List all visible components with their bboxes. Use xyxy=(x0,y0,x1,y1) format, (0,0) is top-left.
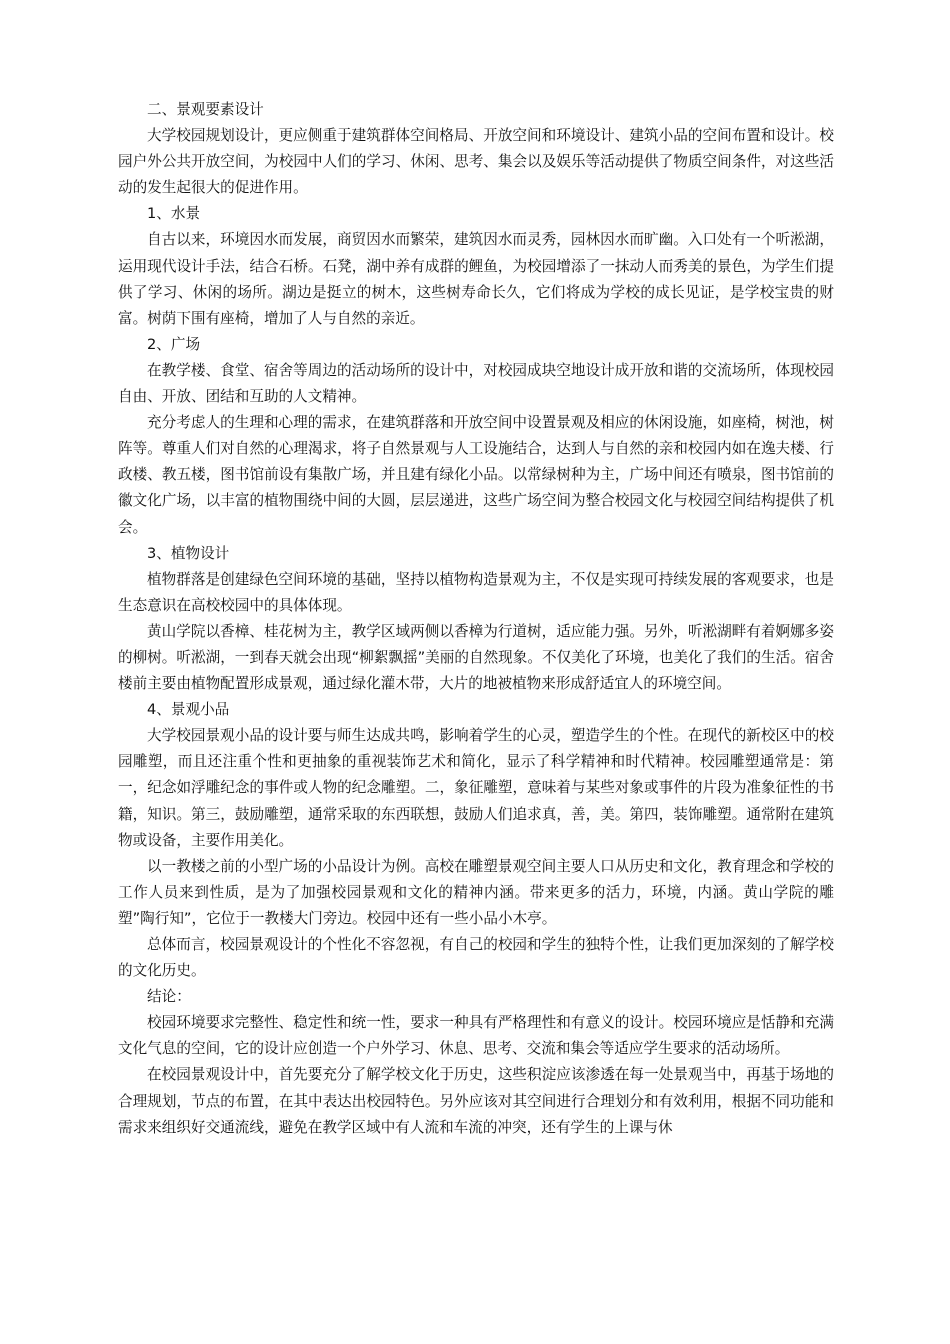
paragraph-features-2: 以一教楼之前的小型广场的小品设计为例。高校在雕塑景观空间主要人口从历史和文化，教育理念和学校的工作人员来到性质，是为了加强校园景观和文化的精神内涵。带来更多的活力，环境，内涵。黄山学院的雕塑”陶行知”，它位于一教楼大门旁边。校园中还有一些小品小木亭。 xyxy=(118,857,834,927)
paragraph-water: 自古以来，环境因水而发展，商贸因水而繁荣，建筑因水而灵秀，园林因水而旷幽。入口处有一个听淞湖，运用现代设计手法，结合石桥。石凳，湖中养有成群的鲤鱼，为校园增添了一抹动人而秀美的景色，为学生们提供了学习、休闲的场所。湖边是挺立的树木，这些树寿命长久，它们将成为学校的成长见证，是学校宝贵的财富。树荫下围有座椅，增加了人与自然的亲近。 xyxy=(118,231,834,327)
subheading-water: 1、水景 xyxy=(147,205,201,223)
paragraph-plaza-2: 充分考虑人的生理和心理的需求，在建筑群落和开放空间中设置景观及相应的休闲设施，如座椅，树池，树阵等。尊重人们对自然的心理渴求，将子自然景观与人工设施结合，达到人与自然的亲和校园内如在逸夫楼、行政楼、教五楼，图书馆前设有集散广场，并且建有绿化小品。以常绿树种为主，广场中间还有喷泉，图书馆前的徽文化广场，以丰富的植物围绕中间的大圆，层层递进，这些广场空间为整合校园文化与校园空间结构提供了机会。 xyxy=(118,414,834,536)
paragraph-features-3: 总体而言，校园景观设计的个性化不容忽视，有自己的校园和学生的独特个性，让我们更加深刻的了解学校的文化历史。 xyxy=(118,936,834,980)
paragraph-plaza-1: 在教学楼、食堂、宿舍等周边的活动场所的设计中，对校园成块空地设计成开放和谐的交流场所，体现校园自由、开放、团结和互助的人文精神。 xyxy=(118,361,834,406)
paragraph-conclusion-2: 在校园景观设计中，首先要充分了解学校文化于历史，这些积淀应该渗透在每一处景观当中，再基于场地的合理规划，节点的布置，在其中表达出校园特色。另外应该对其空间进行合理划分和有效利用，根据不同功能和需求来组织好交通流线，避免在教学区域中有人流和车流的冲突，还有学生的上课与休 xyxy=(118,1066,834,1136)
subheading-features: 4、景观小品 xyxy=(147,701,230,719)
paragraph-features-1: 大学校园景观小品的设计要与师生达成共鸣，影响着学生的心灵，塑造学生的个性。在现代的新校区中的校园雕塑，而且还注重个性和更抽象的重视装饰艺术和简化，显示了科学精神和时代精神。校园雕塑通常是：第一，纪念如浮雕纪念的事件或人物的纪念雕塑。二，象征雕塑，意味着与某些对象或事件的片段为准象征性的书籍，知识。第三，鼓励雕塑，通常采取的东西联想，鼓励人们追求真，善，美。第四，装饰雕塑。通常附在建筑物或设备，主要作用美化。 xyxy=(118,727,834,849)
paragraph-plants-1: 植物群落是创建绿色空间环境的基础，坚持以植物构造景观为主，不仅是实现可持续发展的客观要求，也是生态意识在高校校园中的具体体现。 xyxy=(118,570,834,614)
document-page xyxy=(118,97,834,1141)
paragraph-conclusion-1: 校园环境要求完整性、稳定性和统一性，要求一种具有严格理性和有意义的设计。校园环境应是恬静和充满文化气息的空间，它的设计应创造一个户外学习、休息、思考、交流和集会等适应学生要求的活动场所。 xyxy=(118,1014,834,1058)
subheading-plants: 3、植物设计 xyxy=(147,544,230,562)
paragraph-intro: 大学校园规划设计，更应侧重于建筑群体空间格局、开放空间和环境设计、建筑小品的空间布置和设计。校园户外公共开放空间，为校园中人们的学习、休闲、思考、集会以及娱乐等活动提供了物质空间条件，对这些活动的发生起很大的促进作用。 xyxy=(118,127,834,197)
paragraph-plants-2: 黄山学院以香樟、桂花树为主，教学区域两侧以香樟为行道树，适应能力强。另外，听淞湖畔有着婀娜多姿的柳树。听淞湖，一到春天就会出现“柳絮飘摇”美丽的自然现象。不仅美化了环境，也美化了我们的生活。宿舍楼前主要由植物配置形成景观，通过绿化灌木带，大片的地被植物来形成舒适宜人的环境空间。 xyxy=(118,622,834,693)
section-heading-landscape-elements: 二、景观要素设计 xyxy=(147,101,264,118)
subheading-plaza: 2、广场 xyxy=(147,335,201,353)
subheading-conclusion: 结论： xyxy=(147,988,191,1006)
